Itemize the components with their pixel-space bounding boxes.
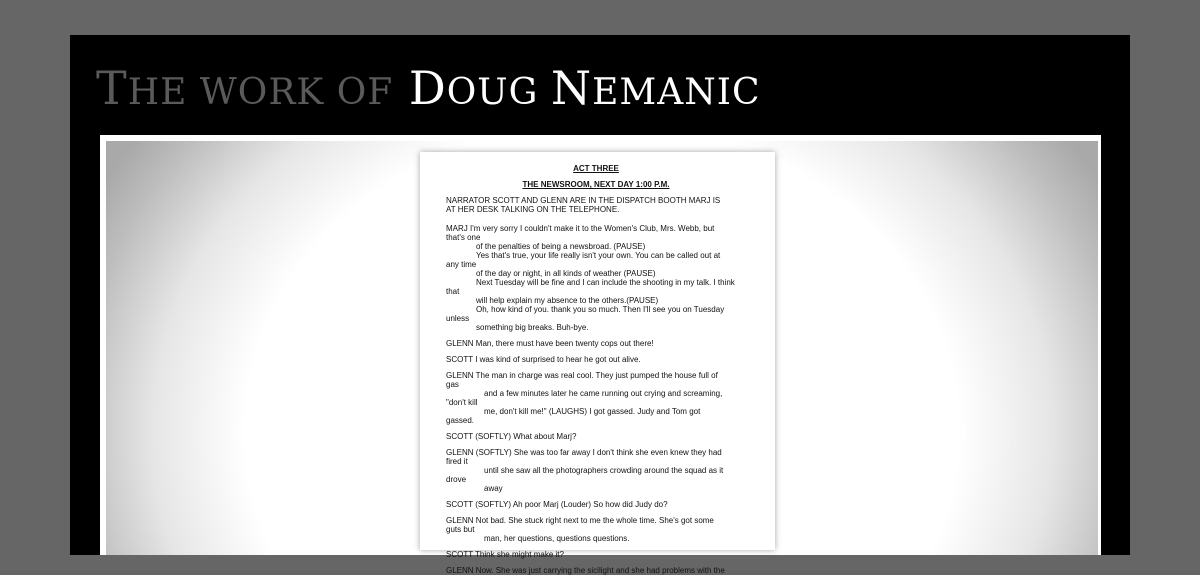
script-line: guts but — [446, 525, 475, 534]
script-line: that — [446, 287, 460, 296]
script-line: unless — [446, 314, 470, 323]
script-line: GLENN Now. She was just carrying the sicilight and she had problems with the — [446, 566, 725, 575]
scene-heading: THE NEWSROOM, NEXT DAY 1:00 P.M. — [522, 180, 670, 189]
site-title-name: DOUG NEMANIC — [408, 61, 761, 115]
script-line: GLENN Not bad. She stuck right next to me the whole time. She's got some — [446, 516, 714, 525]
script-line: and a few minutes later he came running out crying and screaming, — [484, 389, 723, 398]
script-line: GLENN The man in charge was real cool. They just pumped the house full of — [446, 371, 718, 380]
script-line: any time — [446, 260, 477, 269]
script-line: AT HER DESK TALKING ON THE TELEPHONE. — [446, 205, 620, 214]
script-line: drove — [446, 475, 467, 484]
script-line: me, don't kill me!" (LAUGHS) I got gassed. Judy and Tom got — [484, 407, 701, 416]
script-line: away — [484, 484, 503, 493]
script-page-image[interactable] — [420, 152, 775, 575]
script-line: gas — [446, 380, 459, 389]
script-line: of the penalties of being a newsbroad. (PAUSE) — [476, 242, 646, 251]
script-line: that's one — [446, 233, 481, 242]
script-line: gassed. — [446, 416, 475, 425]
script-line: until she saw all the photographers crowding around the squad as it — [484, 466, 724, 475]
script-line: GLENN Man, there must have been twenty cops out there! — [446, 339, 654, 348]
script-line: NARRATOR SCOTT AND GLENN ARE IN THE DISPATCH BOOTH MARJ IS — [446, 196, 721, 205]
act-heading: ACT THREE — [573, 164, 619, 173]
script-line: SCOTT I was kind of surprised to hear he got out alive. — [446, 355, 641, 364]
script-line: SCOTT (SOFTLY) What about Marj? — [446, 432, 577, 441]
script-text — [446, 164, 746, 575]
script-line: Yes that's true, your life really isn't your own. You can be called out at — [476, 251, 721, 260]
script-line: man, her questions, questions questions. — [484, 534, 630, 543]
site-title-prefix: THE WORK OF — [96, 61, 394, 115]
script-line: "don't kill — [446, 398, 478, 407]
site-title — [96, 58, 761, 118]
script-line: fired it — [446, 457, 468, 466]
script-line: SCOTT (SOFTLY) Ah poor Marj (Louder) So how did Judy do? — [446, 500, 668, 509]
script-line: will help explain my absence to the others.(PAUSE) — [476, 296, 659, 305]
script-line: something big breaks. Buh-bye. — [476, 323, 589, 332]
script-line: of the day or night, in all kinds of weather (PAUSE) — [476, 269, 656, 278]
script-line: MARJ I'm very sorry I couldn't make it to the Women's Club, Mrs. Webb, but — [446, 224, 715, 233]
script-line: Oh, how kind of you. thank you so much. Then I'll see you on Tuesday — [476, 305, 725, 314]
script-line: GLENN (SOFTLY) She was too far away I don't think she even knew they had — [446, 448, 722, 457]
script-line: Next Tuesday will be fine and I can include the shooting in my talk. I think — [476, 278, 735, 287]
script-line: SCOTT Think she might make it? — [446, 550, 564, 559]
